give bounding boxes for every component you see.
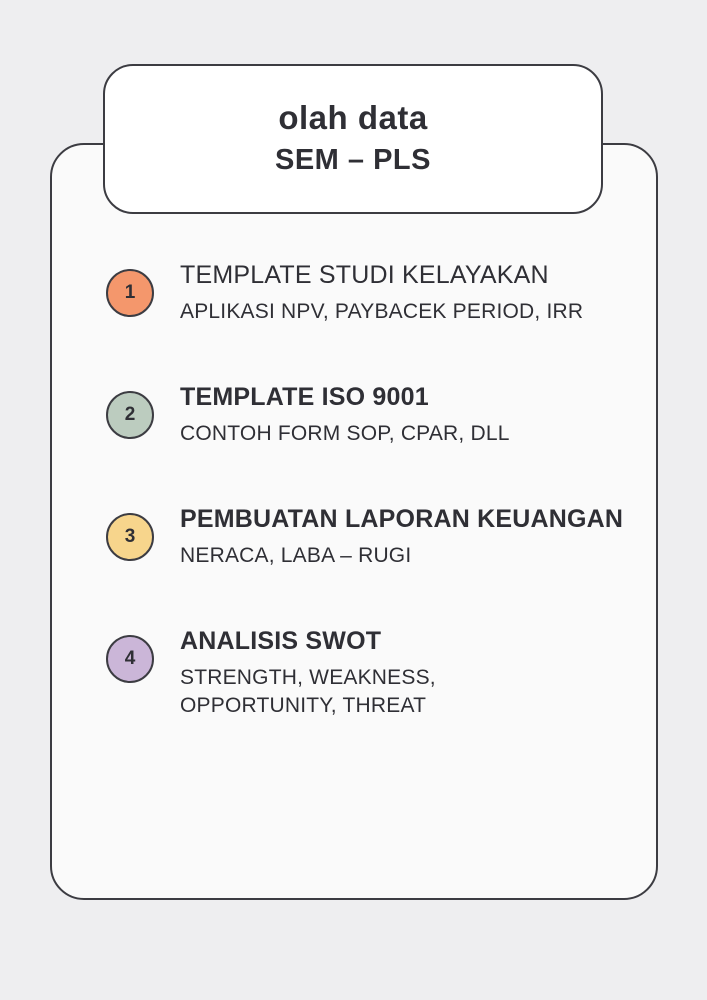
header-title-line1: olah data	[278, 99, 428, 137]
header-title-line2: SEM – PLS	[275, 143, 431, 176]
item-subtitle: APLIKASI NPV, PAYBACEK PERIOD, IRR	[180, 299, 584, 323]
item-number-badge-2: 2	[106, 391, 154, 439]
item-title: PEMBUATAN LAPORAN KEUANGAN	[180, 505, 624, 533]
item-text-block	[180, 255, 583, 326]
item-title: ANALISIS SWOT	[180, 627, 382, 655]
item-number-badge-4: 4	[106, 635, 154, 683]
item-title: TEMPLATE ISO 9001	[180, 383, 429, 411]
header-tab	[103, 64, 603, 214]
item-number-badge-3: 3	[106, 513, 154, 561]
list-item	[106, 377, 646, 467]
list-item	[106, 621, 646, 720]
list-item	[106, 499, 646, 589]
service-list	[106, 255, 646, 752]
item-number-badge-1: 1	[106, 269, 154, 317]
item-subtitle: CONTOH FORM SOP, CPAR, DLL	[180, 421, 510, 445]
list-item	[106, 255, 646, 345]
item-title: TEMPLATE STUDI KELAYAKAN	[180, 261, 549, 289]
item-subtitle: STRENGTH, WEAKNESS, OPPORTUNITY, THREAT	[180, 665, 436, 718]
item-text-block	[180, 377, 510, 448]
item-text-block	[180, 499, 623, 570]
item-text-block	[180, 621, 470, 720]
item-subtitle: NERACA, LABA – RUGI	[180, 543, 412, 567]
